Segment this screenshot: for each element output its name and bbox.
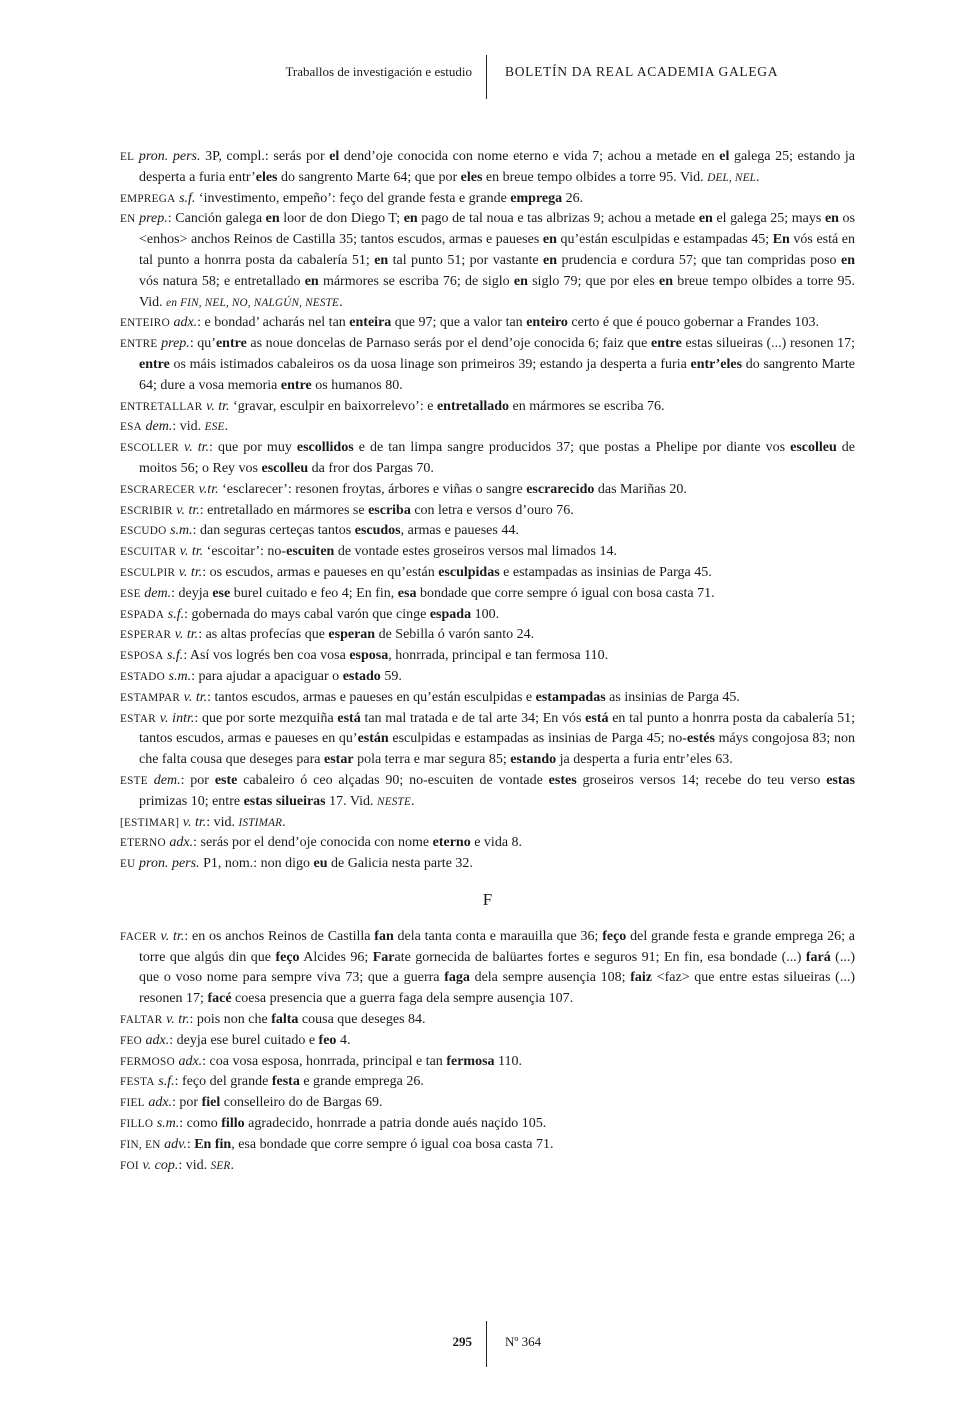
glossary-entry: ESCUITAR v. tr. ‘escoitar’: no-escuiten de vontade estes groseiros versos mal limados 14. [120, 544, 617, 560]
glossary-entry: ESTADO s.m.: para ajudar a apaciguar o estado 59. [120, 668, 402, 684]
glossary-entry: EMPREGA s.f. ‘investimento, empeño’: feço del grande festa e grande emprega 26. [120, 190, 584, 206]
glossary-entry: ESE dem.: deyja ese burel cuitado e feo 4; En fin, esa bondade que corre sempre ó igual con bosa casta 71. [120, 585, 715, 601]
glossary-entry: ESPADA s.f.: gobernada do mays cabal varón que cinge espada 100. [120, 606, 500, 622]
glossary-entry: ESA dem.: vid. ESE. [120, 419, 229, 435]
glossary-entry: [ESTIMAR] v. tr.: vid. ISTIMAR. [120, 814, 286, 830]
glossary-entry: ESCULPIR v. tr.: os escudos, armas e paueses en qu’están esculpidas e estampadas as insinias de Parga 45. [120, 564, 712, 580]
glossary-entry: ESPOSA s.f.: Así vos logrés ben coa vosa esposa, honrrada, principal e tan fermosa 110. [120, 648, 609, 664]
glossary-entry: ESCRARECER v.tr. ‘esclarecer’: resonen froytas, árbores e viñas o sangre escrarecido das Mariñas 20. [120, 481, 687, 497]
glossary-entries-f [120, 927, 855, 1177]
page-number: 295 [452, 1334, 472, 1349]
glossary-entry: FILLO s.m.: como fillo agradecido, honrrade a patria donde aués naçido 105. [120, 1116, 547, 1132]
running-header-journal: BOLETÍN DA REAL ACADEMIA GALEGA [505, 64, 779, 79]
footer-divider [486, 1321, 487, 1367]
glossary-entry: ESCRIBIR v. tr.: entretallado en mármores se escriba con letra e versos d’ouro 76. [120, 502, 574, 518]
glossary-entry: ETERNO adx.: serás por el dend’oje conocida con nome eterno e vida 8. [120, 835, 523, 851]
glossary-entry: ESTAMPAR v. tr.: tantos escudos, armas e paueses en qu’están esculpidas e estampadas as insinias de Parga 45. [120, 689, 740, 705]
glossary-entry: FOI v. cop.: vid. SER. [120, 1157, 234, 1173]
glossary-body [120, 147, 855, 1176]
header-divider [486, 55, 487, 99]
glossary-entry: FIEL adx.: por fiel conselleiro do de Bargas 69. [120, 1095, 383, 1111]
glossary-entry: ENTRE prep.: qu’entre as noue doncelas de Parnaso serás por el dend’oje conocida 6; faiz que entre estas silueiras (...) resonen 17; entre os máis istimados cabaleiros os da uosa linage son primeiros 39; estando ja desperta a furia entr’eles do sangrento Marte 64; dure a vosa memoria entre os humanos 80. [120, 336, 855, 393]
glossary-entry: FEO adx.: deyja ese burel cuitado e feo 4. [120, 1032, 351, 1048]
glossary-entry: FALTAR v. tr.: pois non che falta cousa que deseges 84. [120, 1012, 426, 1028]
glossary-entry: FIN, EN adv.: En fin, esa bondade que corre sempre ó igual coa bosa casta 71. [120, 1136, 554, 1152]
glossary-entry: EU pron. pers. P1, nom.: non digo eu de Galicia nesta parte 32. [120, 856, 473, 872]
issue-number: Nº 364 [505, 1334, 542, 1349]
running-header-section: Traballos de investigación e estudio [285, 64, 472, 79]
glossary-entry: ESCUDO s.m.: dan seguras certeças tantos escudos, armas e paueses 44. [120, 523, 519, 539]
glossary-entry: FERMOSO adx.: coa vosa esposa, honrrada, principal e tan fermosa 110. [120, 1053, 522, 1069]
glossary-entry: ESTE dem.: por este cabaleiro ó ceo alçadas 90; no-escuiten de vontade estes groseiros versos 14; recebe do teu verso estas primizas 10; entre estas silueiras 17. Vid. NESTE. [120, 772, 855, 809]
glossary-entries-e [120, 147, 855, 875]
glossary-entry: EN prep.: Canción galega en loor de don Diego T; en pago de tal noua e tas albrizas 9; achou a metade en el galega 25; mays en os <enhos> anchos Reinos de Castilla 35; tantos escudos, armas e paueses en qu’están esculpidas e estampadas 45; En vós está en tal punto a honrra posta da cabalería 51; en tal punto 51; por vastante en prudencia e cordura 57; que tan compridas poso en vós natura 58; e entretallado en mármores se escriba 76; de siglo en siglo 79; que por eles en breue tempo olbides a torre 95. Vid. en FIN, NEL, NO, NALGÚN, NESTE. [120, 211, 856, 310]
section-letter: F [482, 889, 493, 909]
glossary-entry: EL pron. pers. 3P, compl.: serás por el dend’oje conocida con nome eterno e vida 7; achou a metade en el galega 25; estando ja desperta a furia entr’eles do sangrento Marte 64; que por eles en breue tempo olbides a torre 95. Vid. DEL, NEL. [120, 149, 856, 185]
glossary-entry: FACER v. tr.: en os anchos Reinos de Castilla fan dela tanta conta e marauilla que 36; feço del grande festa e grande emprega 26; a torre que algús din que feço Alcides 96; Farate gornecida de balüartes fortes e seguros 91; En fin, esa bondade (...) fará (...) que o voso nome para sempre viva 73; que a guerra faga dela sempre ausençia 108; faiz <faz> que entre estas silueiras (...) resonen 17; facé coesa presencia que a guerra faga dela sempre ausençia 107. [120, 928, 855, 1007]
glossary-entry: ENTEIRO adx.: e bondad’ acharás nel tan enteira que 97; que a valor tan enteiro certo é que é pouco gobernar a Frandes 103. [120, 315, 820, 331]
glossary-entry: ENTRETALLAR v. tr. ‘gravar, esculpir en baixorrelevo’: e entretallado en mármores se escriba 76. [120, 398, 665, 414]
glossary-entry: ESCOLLER v. tr.: que por muy escollidos e de tan limpa sangre producidos 37; que postas a Phelipe por diante vos escolleu de moitos 56; o Rey vos escolleu da fror dos Pargas 70. [120, 440, 856, 476]
glossary-entry: FESTA s.f.: feço del grande festa e grande emprega 26. [120, 1074, 424, 1090]
glossary-entry: ESPERAR v. tr.: as altas profecías que esperan de Sebilla ó varón santo 24. [120, 627, 535, 643]
glossary-entry: ESTAR v. intr.: que por sorte mezquiña está tan mal tratada e de tal arte 34; En vós está en tal punto a honrra posta da cabalería 51; tantos escudos, armas e paueses en qu’están esculpidas e estampadas as insinias de Parga 45; no-estés máys congojosa 83; non che falta cousa que deseges para estar pola terra e mar segura 85; estando ja desperta a furia entr’eles 63. [120, 710, 856, 768]
